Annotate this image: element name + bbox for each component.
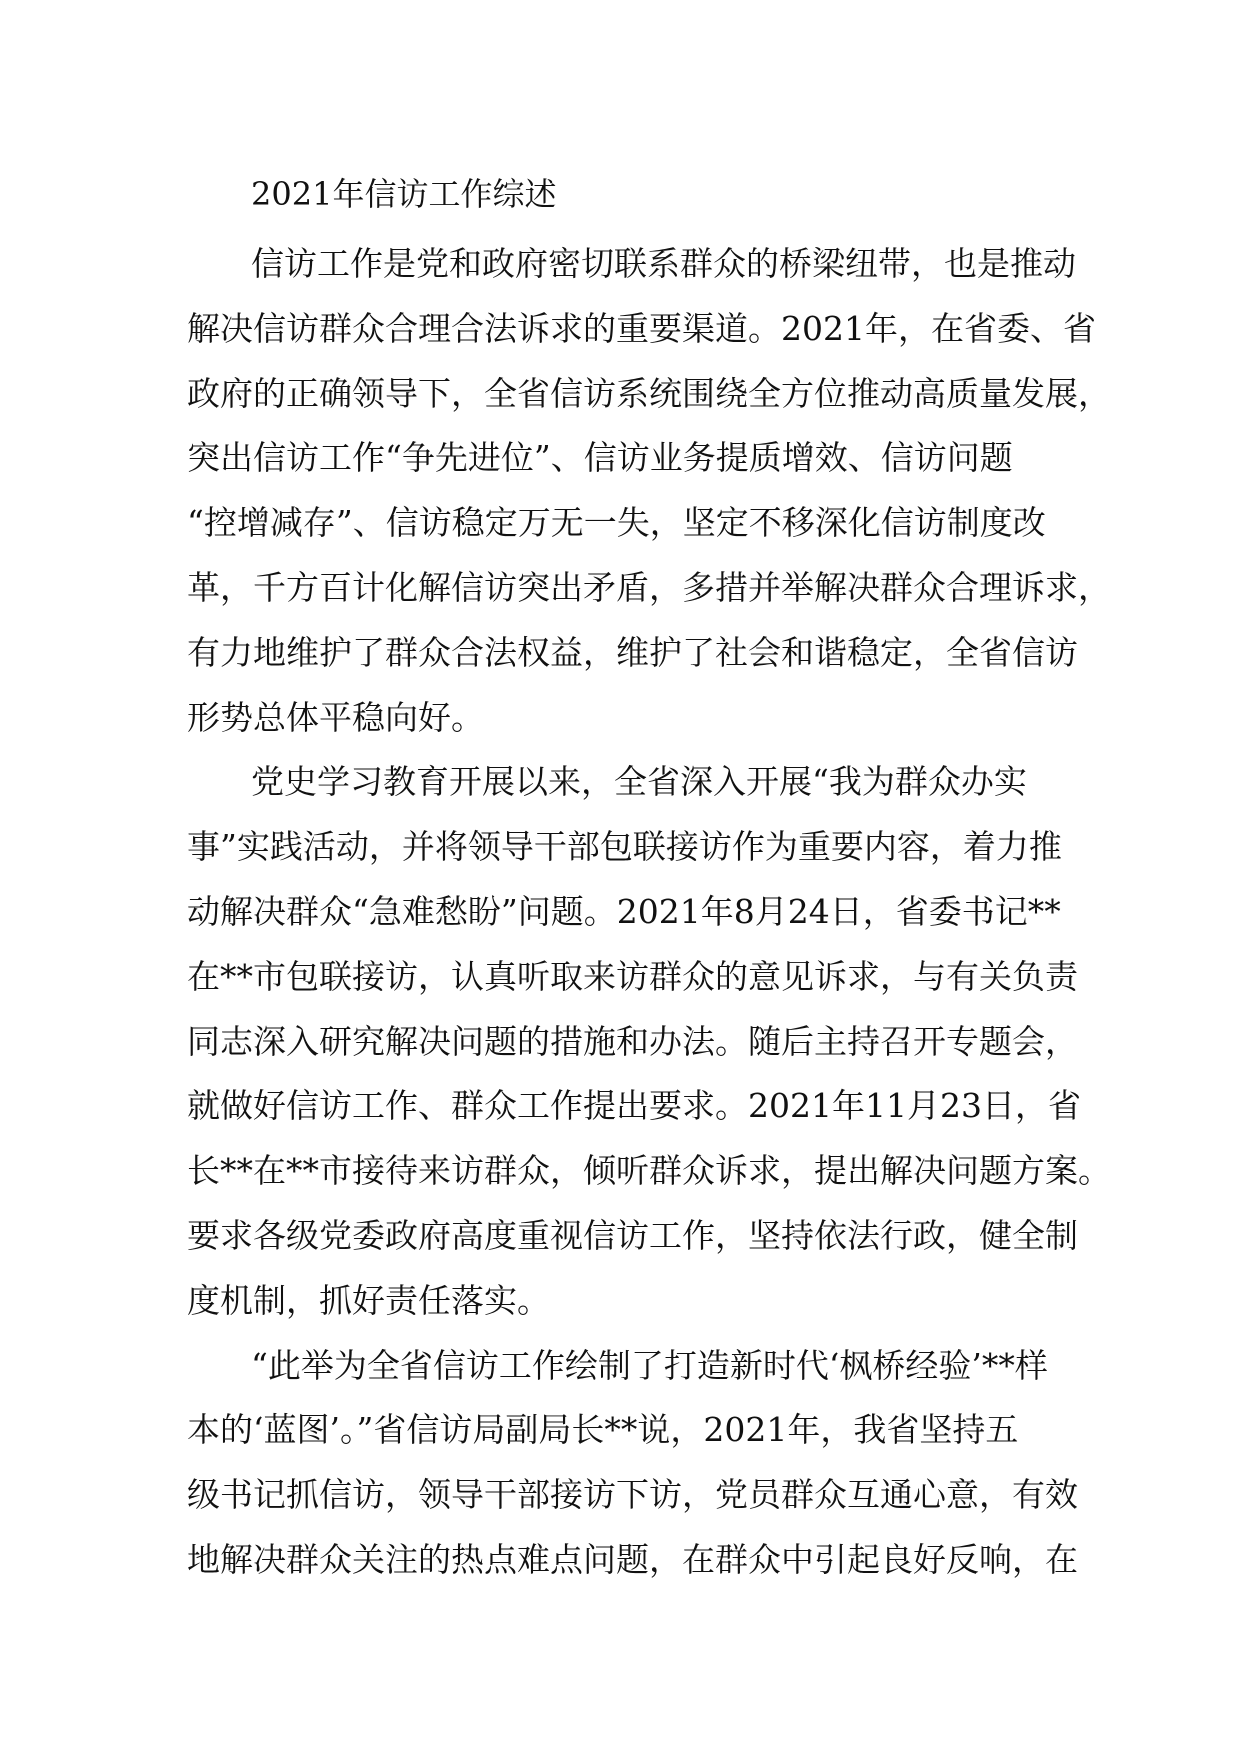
text-line: 地解决群众关注的热点难点问题，在群众中引起良好反响，在 xyxy=(187,1539,1078,1579)
text-line: 动解决群众“急难愁盼”问题。2021年8月24日，省委书记** xyxy=(187,891,1061,931)
paragraph-1 xyxy=(187,232,1111,750)
text-line: 信访工作是党和政府密切联系群众的桥梁纽带，也是推动 xyxy=(251,244,1076,283)
text-line: 形势总体平稳向好。 xyxy=(187,697,484,737)
text-line: 突出信访工作“争先进位”、信访业务提质增效、信访问题 xyxy=(187,438,1013,478)
paragraph-3 xyxy=(187,1334,1087,1593)
text-line: 解决信访群众合理合法诉求的重要渠道。2021年，在省委、省 xyxy=(187,308,1096,348)
document-title: 2021年信访工作综述 xyxy=(251,175,557,213)
text-line: 度机制，抓好责任落实。 xyxy=(187,1280,550,1320)
text-line: 革，千方百计化解信访突出矛盾，多措并举解决群众合理诉求， xyxy=(187,567,1111,607)
text-line: 同志深入研究解决问题的措施和办法。随后主持召开专题会， xyxy=(187,1021,1078,1061)
document-body xyxy=(187,232,1111,1593)
text-line: 有力地维护了群众合法权益，维护了社会和谐稳定，全省信访 xyxy=(187,632,1078,672)
text-line: 本的‘蓝图’。”省信访局副局长**说，2021年，我省坚持五 xyxy=(187,1410,1019,1450)
text-line: 长**在**市接待来访群众，倾听群众诉求，提出解决问题方案。 xyxy=(187,1151,1111,1191)
text-line: 就做好信访工作、群众工作提出要求。2021年11月23日，省 xyxy=(187,1086,1081,1126)
text-line: “此举为全省信访工作绘制了打造新时代‘枫桥经验’**样 xyxy=(251,1345,1048,1385)
text-line: 党史学习教育开展以来，全省深入开展“我为群众办实 xyxy=(251,762,1027,802)
text-line: “控增减存”、信访稳定万无一失，坚定不移深化信访制度改 xyxy=(187,503,1046,543)
text-line: 在**市包联接访，认真听取来访群众的意见诉求，与有关负责 xyxy=(187,956,1078,996)
paragraph-2 xyxy=(187,750,1111,1333)
text-line: 政府的正确领导下，全省信访系统围绕全方位推动高质量发展， xyxy=(187,373,1111,413)
text-line: 级书记抓信访，领导干部接访下访，党员群众互通心意，有效 xyxy=(187,1475,1078,1515)
text-line: 要求各级党委政府高度重视信访工作，坚持依法行政，健全制 xyxy=(187,1215,1078,1255)
text-line: 事”实践活动，并将领导干部包联接访作为重要内容，着力推 xyxy=(187,827,1062,867)
